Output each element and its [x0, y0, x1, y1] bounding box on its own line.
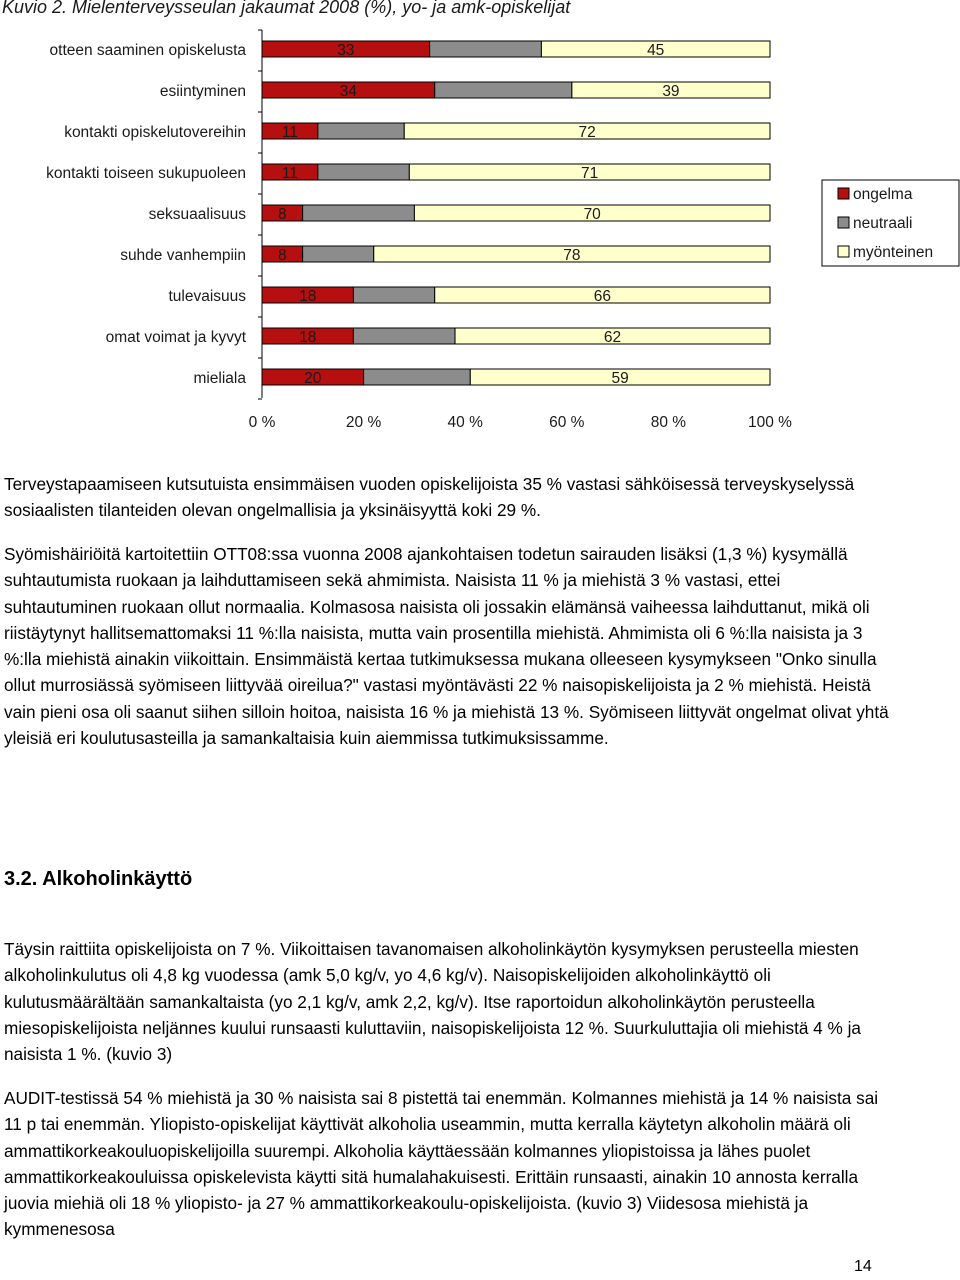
category-label: tulevaisuus [168, 288, 246, 305]
legend-label: neutraali [853, 215, 913, 232]
bar-segment-neutraali [353, 287, 434, 303]
data-label-myonteinen: 59 [611, 370, 629, 387]
data-label-myonteinen: 78 [563, 247, 581, 264]
bar-segment-neutraali [318, 123, 404, 139]
category-label: omat voimat ja kyvyt [105, 329, 246, 346]
x-tick-label: 60 % [549, 414, 585, 431]
data-label-ongelma: 18 [299, 329, 317, 346]
legend-swatch [838, 217, 849, 228]
data-label-ongelma: 8 [278, 206, 287, 223]
data-label-myonteinen: 72 [578, 124, 596, 141]
legend-label: myönteinen [853, 244, 934, 261]
paragraph-social-situations: Terveystapaamiseen kutsutuista ensimmäisen vuoden opiskelijoista 35 % vastasi sähköisessä terveyskyselyssä sosiaalisten tilanteiden olevan ongelmallisia ja yksinäisyyttä koki 29 %. [4, 474, 855, 521]
stacked-bar-chart [0, 0, 960, 440]
data-label-ongelma: 18 [299, 288, 317, 305]
data-label-myonteinen: 70 [583, 206, 601, 223]
legend-swatch [838, 246, 849, 257]
section-heading: 3.2. Alkoholinkäyttö [4, 868, 193, 890]
bar-segment-neutraali [364, 369, 471, 385]
data-label-myonteinen: 39 [662, 83, 680, 100]
legend-swatch [838, 188, 849, 199]
x-tick-label: 80 % [650, 414, 687, 431]
data-label-ongelma: 11 [281, 165, 298, 182]
category-label: seksuaalisuus [148, 206, 246, 223]
category-label: mieliala [193, 370, 246, 387]
legend-label: ongelma [853, 186, 913, 203]
data-label-myonteinen: 71 [581, 165, 599, 182]
data-label-ongelma: 8 [278, 247, 287, 264]
x-tick-label: 40 % [447, 414, 483, 431]
bar-segment-neutraali [435, 82, 572, 98]
x-tick-label: 0 % [248, 414, 276, 431]
data-label-myonteinen: 62 [603, 329, 622, 346]
paragraph-alcohol-use: Täysin raittiita opiskelijoista on 7 %. Viikoittaisen tavanomaisen alkoholinkäytön kysymyksen perusteella miesten alkoholinkulutus oli 4,8 kg vuodessa (amk 5,0 kg/v, yo 4,6 kg/v). Naisopiskelijoiden alkoholinkäyttö oli kulutusmäärältään samankaltaista (yo 2,1 kg/v, amk 2,2, kg/v). Itse raportoidun alkoholinkäytön perusteella miesopiskelijoista neljännes kuului runsaasti kuluttaviin, naisopiskelijoista 12 %. Suurkuluttajia oli miehistä 4 % ja naisista 1 %. (kuvio 3) [4, 939, 861, 1065]
category-label: suhde vanhempiin [120, 247, 246, 264]
category-label: otteen saaminen opiskelusta [49, 42, 246, 59]
data-label-myonteinen: 45 [647, 42, 665, 59]
data-label-ongelma: 34 [339, 83, 357, 100]
x-tick-label: 20 % [345, 414, 382, 431]
category-label: esiintyminen [159, 83, 246, 100]
category-label: kontakti toiseen sukupuoleen [46, 165, 246, 182]
bar-segment-neutraali [353, 328, 455, 344]
data-label-ongelma: 11 [281, 124, 298, 141]
figure-caption: Kuvio 2. Mielenterveysseulan jakaumat 2008 (%), yo- ja amk-opiskelijat [2, 0, 571, 17]
data-label-ongelma: 33 [337, 42, 355, 59]
paragraph-audit-test: AUDIT-testissä 54 % miehistä ja 30 % naisista sai 8 pistettä tai enemmän. Kolmannes miehistä ja 14 % naisista sai 11 p tai enemmän. Yliopisto-opiskelijat käyttivät alkoholia useammin, mutta kerralla käytetyn alkoholin määrä oli ammattikorkeakouluopiskelijoilla suurempi. Alkoholia käyttäessään kolmannes yliopistoissa ja lähes puolet ammattikorkeakouluissa opiskelevista käytti sitä humalahakuisesti. Erittäin runsaasti, ainakin 10 annosta kerralla juovia miehiä oli 18 % yliopisto- ja 27 % ammattikorkeakoulu-opiskelijoista. (kuvio 3) Viidesosa miehistä ja kymmenesosa [4, 1088, 879, 1240]
bar-segment-neutraali [303, 246, 374, 262]
x-tick-label: 100 % [748, 414, 792, 431]
page-number: 14 [854, 1258, 872, 1275]
data-label-ongelma: 20 [304, 370, 322, 387]
data-label-myonteinen: 66 [593, 288, 611, 305]
bar-segment-neutraali [303, 205, 415, 221]
category-label: kontakti opiskelutovereihin [64, 124, 246, 141]
bar-segment-neutraali [430, 41, 542, 57]
bar-segment-neutraali [318, 164, 409, 180]
paragraph-eating-disorders: Syömishäiriöitä kartoitettiin OTT08:ssa vuonna 2008 ajankohtaisen todetun sairauden lisäksi (1,3 %) kysymällä suhtautumista ruokaan ja laihduttamiseen sekä ahmimista. Naisista 11 % ja miehistä 3 % vastasi, ettei suhtautuminen ruokaan ollut normaalia. Kolmasosa naisista oli jossakin elämänsä vaiheessa laihduttanut, mikä oli riistäytynyt hallitsemattomaksi 11 %:lla naisista, mutta vain prosentilla miehistä. Ahmimista oli 6 %:lla naisista ja 3 %:lla miehistä ainakin viikoittain. Ensimmäistä kertaa tutkimuksessa mukana olleeseen kysymykseen "Onko sinulla ollut murrosiässä syömiseen liittyvää oireilua?" vastasi myöntävästi 22 % naisopiskelijoista ja 2 % miehistä. Heistä vain pieni osa oli saanut siihen silloin hoitoa, naisista 16 % ja miehistä 13 %. Syömiseen liittyvät ongelmat olivat yhtä yleisiä eri koulutusasteilla ja samankaltaisia kuin aiemmissa tutkimuksissamme. [4, 544, 889, 749]
